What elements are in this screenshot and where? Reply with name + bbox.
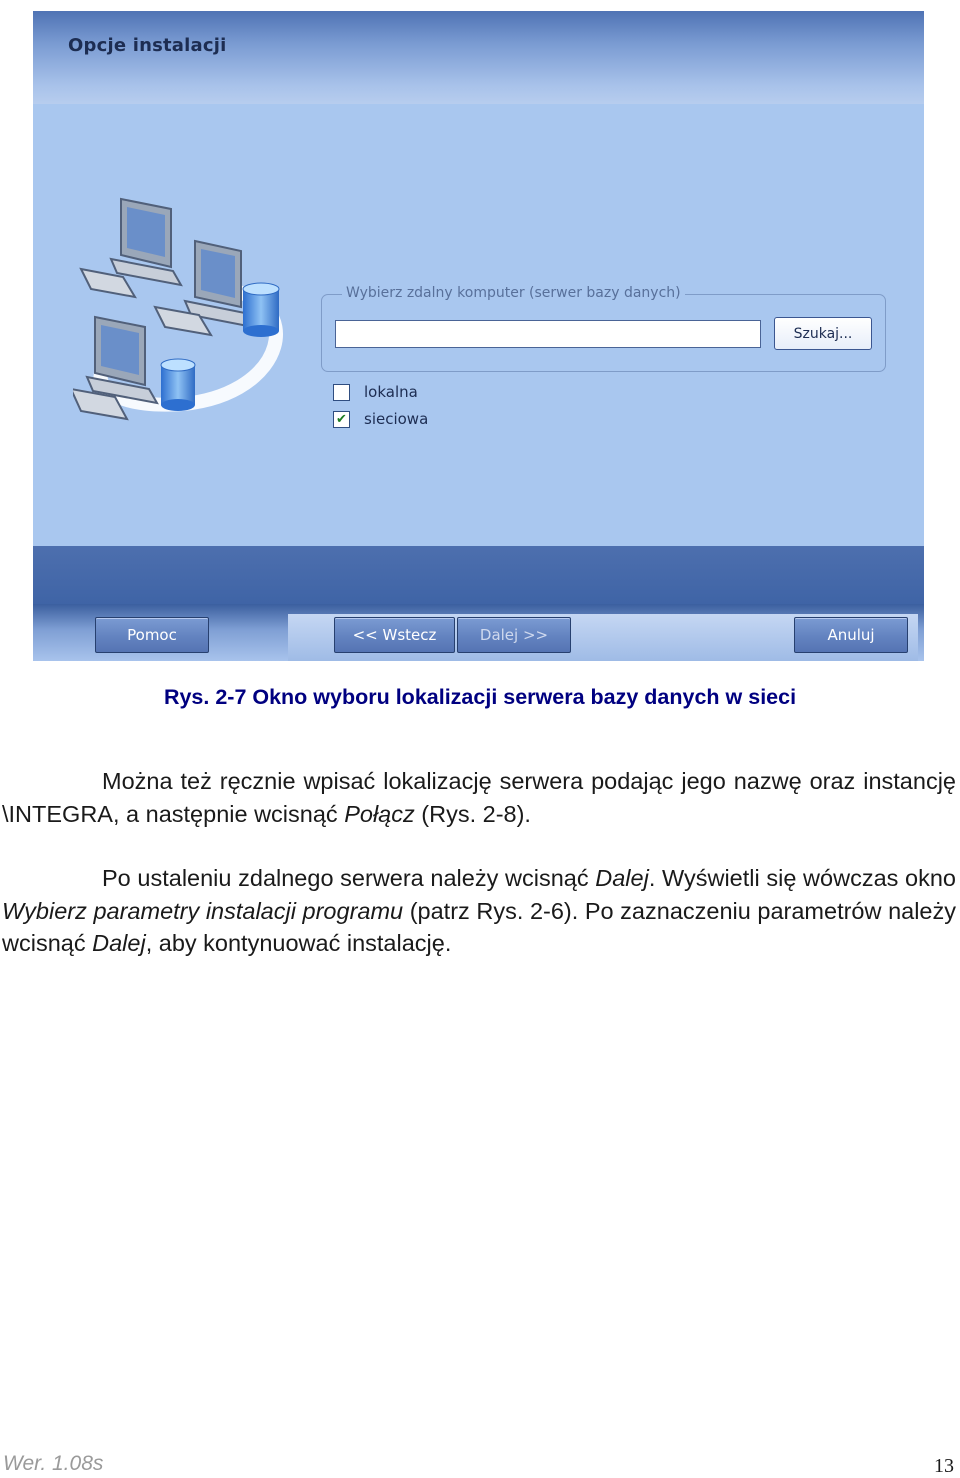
page-number: 13 (934, 1455, 954, 1477)
installer-screenshot (33, 11, 924, 661)
next-button[interactable]: Dalej >> (457, 617, 571, 653)
network-checkbox[interactable] (333, 411, 350, 428)
p2-next-term: Dalej (595, 865, 649, 891)
checkmark-icon: ✔ (336, 411, 347, 427)
cancel-button[interactable]: Anuluj (794, 617, 908, 653)
p1-text-c: (Rys. 2-8). (414, 800, 531, 827)
p2-text-c: . Wyświetli się wówczas okno (648, 865, 957, 891)
p2-text-e: (patrz Rys. 2-6). Po zaznaczeniu parametrów należy wcisnąć (2, 897, 956, 956)
window-header (33, 11, 924, 104)
local-label: lokalna (364, 383, 418, 401)
p2-next-term-2: Dalej (92, 930, 146, 956)
help-button[interactable]: Pomoc (95, 617, 209, 653)
option-local[interactable] (333, 383, 418, 401)
figure-caption: Rys. 2-7 Okno wyboru lokalizacji serwera bazy danych w sieci (163, 685, 797, 709)
window-footer (33, 604, 924, 661)
version-label: Wer. 1.08s (3, 1452, 104, 1475)
paragraph-manual-entry (2, 765, 956, 830)
p2-window-name: Wybierz parametry instalacji programu (2, 897, 404, 924)
paragraph-next-steps (2, 862, 956, 960)
network-label: sieciowa (364, 410, 429, 428)
remote-computer-input[interactable] (335, 320, 761, 348)
local-checkbox[interactable] (333, 384, 350, 401)
back-button[interactable]: << Wstecz (334, 617, 455, 653)
search-button[interactable]: Szukaj... (774, 317, 872, 350)
p1-connect-term: Połącz (344, 800, 415, 827)
p2-text-g: , aby kontynuować instalację. (145, 930, 452, 956)
window-band (33, 546, 924, 604)
network-computers-icon (73, 189, 298, 429)
p1-text-a: Można też ręcznie wpisać lokalizację serwera podając jego nazwę oraz instancję \INTEGRA, a następnie wcisnąć (2, 768, 956, 827)
window-title: Opcje instalacji (68, 35, 227, 56)
p2-text-a: Po ustaleniu zdalnego serwera należy wcisnąć (102, 865, 596, 891)
remote-computer-group-label: Wybierz zdalny komputer (serwer bazy danych) (342, 285, 685, 301)
option-network[interactable] (333, 410, 428, 428)
